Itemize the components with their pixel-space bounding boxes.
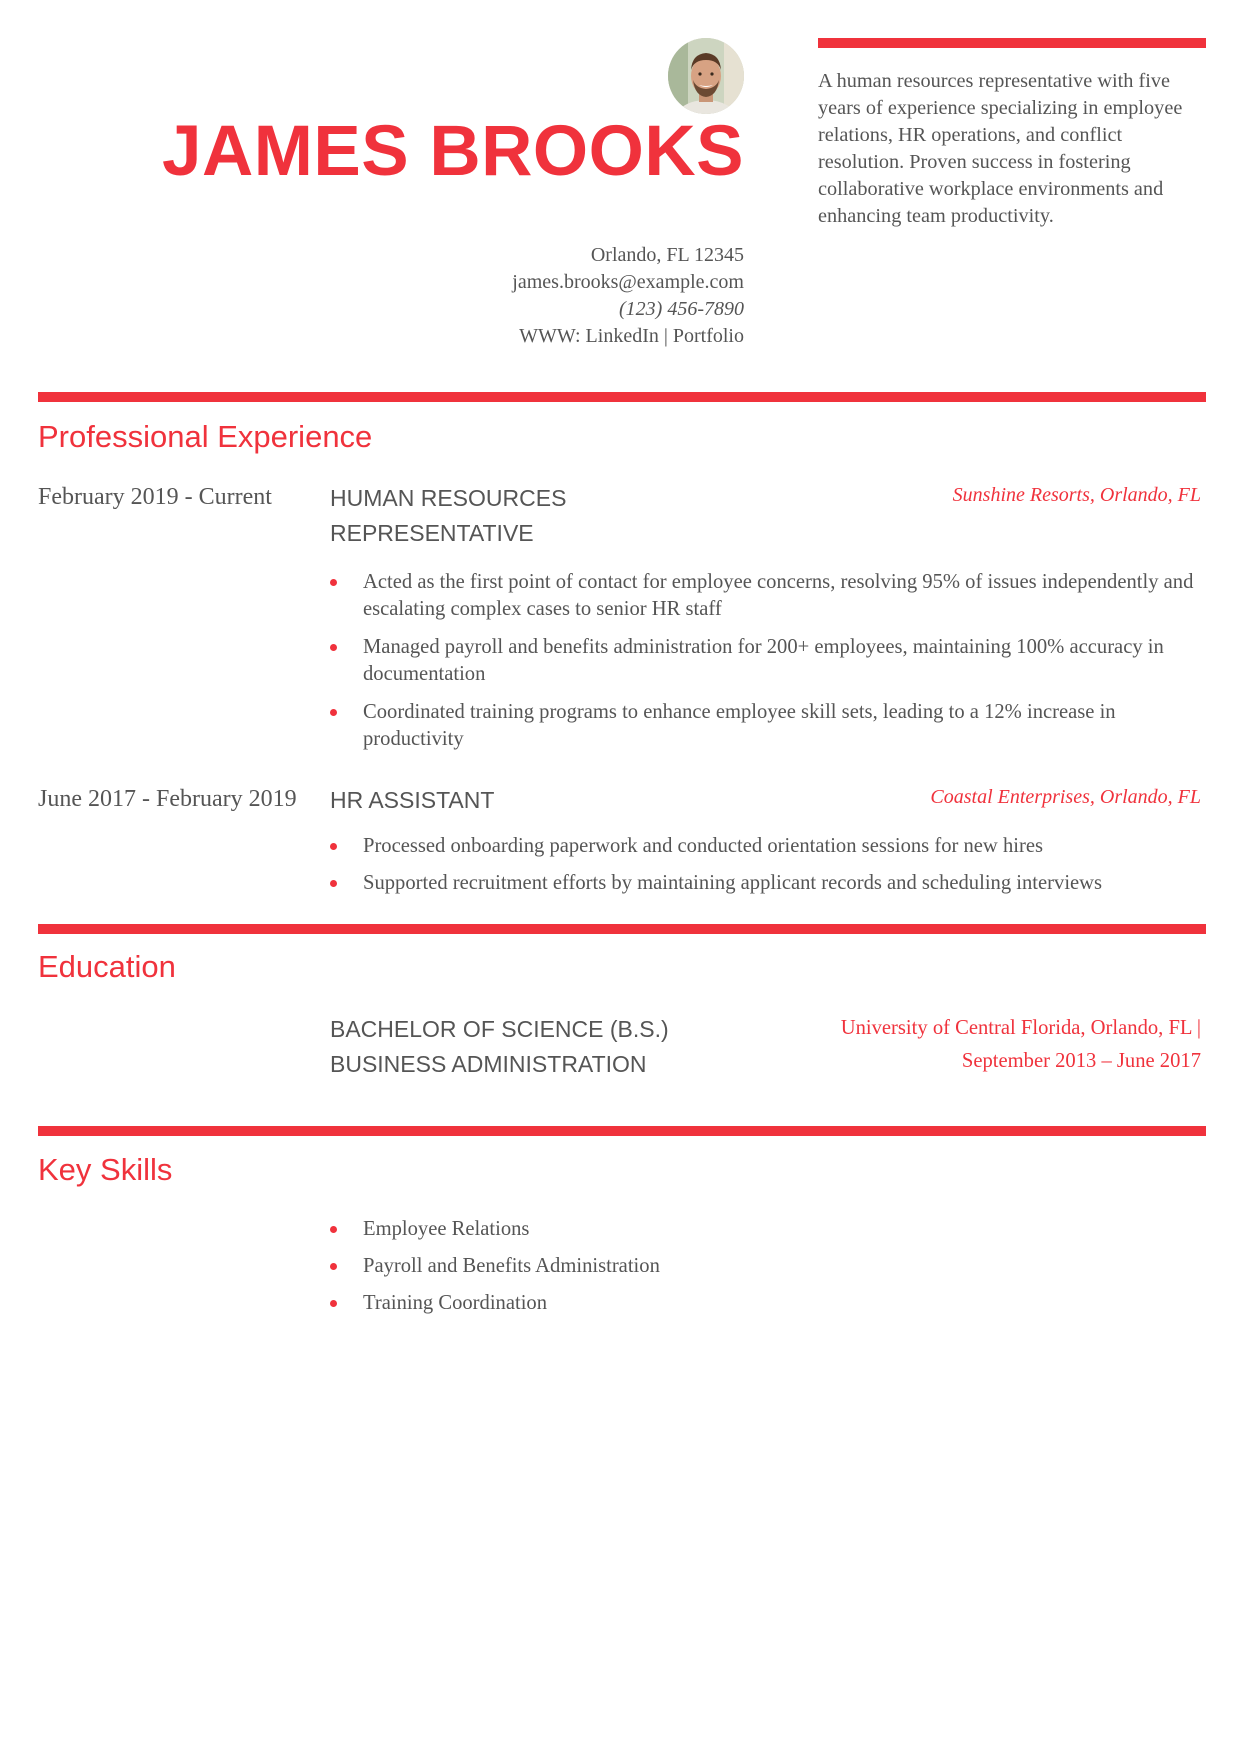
bullet-icon (330, 1300, 337, 1307)
list-item: Acted as the first point of contact for employee concerns, resolving 95% of issues independently and escalating complex cases to senior HR staff (330, 569, 1205, 623)
job-1-dates: February 2019 - Current (38, 484, 272, 510)
summary-divider (818, 38, 1206, 48)
link-separator: | (663, 325, 668, 347)
bullet-icon (330, 880, 337, 887)
phone-number: (123) 456-7890 (619, 298, 744, 320)
web-links (512, 323, 744, 350)
job-1-bullets (330, 569, 1205, 753)
email-link[interactable]: james.brooks@example.com (512, 271, 744, 293)
summary-text: A human resources representative with five years of experience specializing in employee relations, HR operations, and conflict resolution. Proven success in fostering collaborative workplace environments and enhancing team productivity. (818, 70, 1183, 227)
job-1-title-line2: REPRESENTATIVE (330, 520, 534, 546)
list-item: Training Coordination (330, 1290, 1205, 1317)
bullet-icon (330, 709, 337, 716)
bullet-icon (330, 1263, 337, 1270)
education-divider (38, 924, 1206, 934)
job-2-title (330, 783, 494, 818)
experience-heading: Professional Experience (38, 419, 373, 454)
skills-heading: Key Skills (38, 1152, 173, 1187)
list-item: Processed onboarding paperwork and conducted orientation sessions for new hires (330, 833, 1205, 860)
candidate-name: JAMES BROOKS (162, 112, 744, 191)
experience-divider (38, 392, 1206, 402)
bullet-icon (330, 843, 337, 850)
linkedin-link[interactable]: LinkedIn (585, 325, 659, 347)
bullet-icon (330, 579, 337, 586)
job-1-company: Sunshine Resorts, Orlando, FL (952, 484, 1201, 506)
bullet-icon (330, 1226, 337, 1233)
school-info (841, 1012, 1201, 1078)
job-1-title-line1: HUMAN RESOURCES (330, 485, 567, 511)
list-item: Supported recruitment efforts by maintaining applicant records and scheduling interviews (330, 870, 1205, 897)
list-item: Managed payroll and benefits administration for 200+ employees, maintaining 100% accuracy in documentation (330, 634, 1205, 688)
list-item: Employee Relations (330, 1216, 1205, 1243)
job-2-bullets (330, 833, 1205, 897)
school-name: University of Central Florida, Orlando, FL | (840, 1017, 1201, 1039)
degree-title (330, 1012, 669, 1082)
skills-list (330, 1216, 1205, 1317)
job-1-title (330, 481, 566, 551)
avatar-icon (668, 38, 744, 114)
address: Orlando, FL 12345 (590, 244, 744, 266)
job-2-title-line1: HR ASSISTANT (330, 787, 495, 813)
degree-line2: BUSINESS ADMINISTRATION (330, 1051, 647, 1077)
job-2-company: Coastal Enterprises, Orlando, FL (930, 786, 1201, 808)
education-heading: Education (38, 949, 176, 984)
degree-line1: BACHELOR OF SCIENCE (B.S.) (330, 1016, 669, 1042)
list-item: Payroll and Benefits Administration (330, 1253, 1205, 1280)
web-prefix: WWW: (519, 325, 581, 347)
skills-divider (38, 1126, 1206, 1136)
profile-photo (668, 38, 744, 114)
list-item: Coordinated training programs to enhance employee skill sets, leading to a 12% increase in productivity (330, 699, 1205, 753)
portfolio-link[interactable]: Portfolio (672, 325, 744, 347)
bullet-icon (330, 644, 337, 651)
school-dates: September 2013 – June 2017 (961, 1050, 1201, 1072)
job-2-dates: June 2017 - February 2019 (38, 786, 297, 812)
contact-block (512, 242, 744, 350)
